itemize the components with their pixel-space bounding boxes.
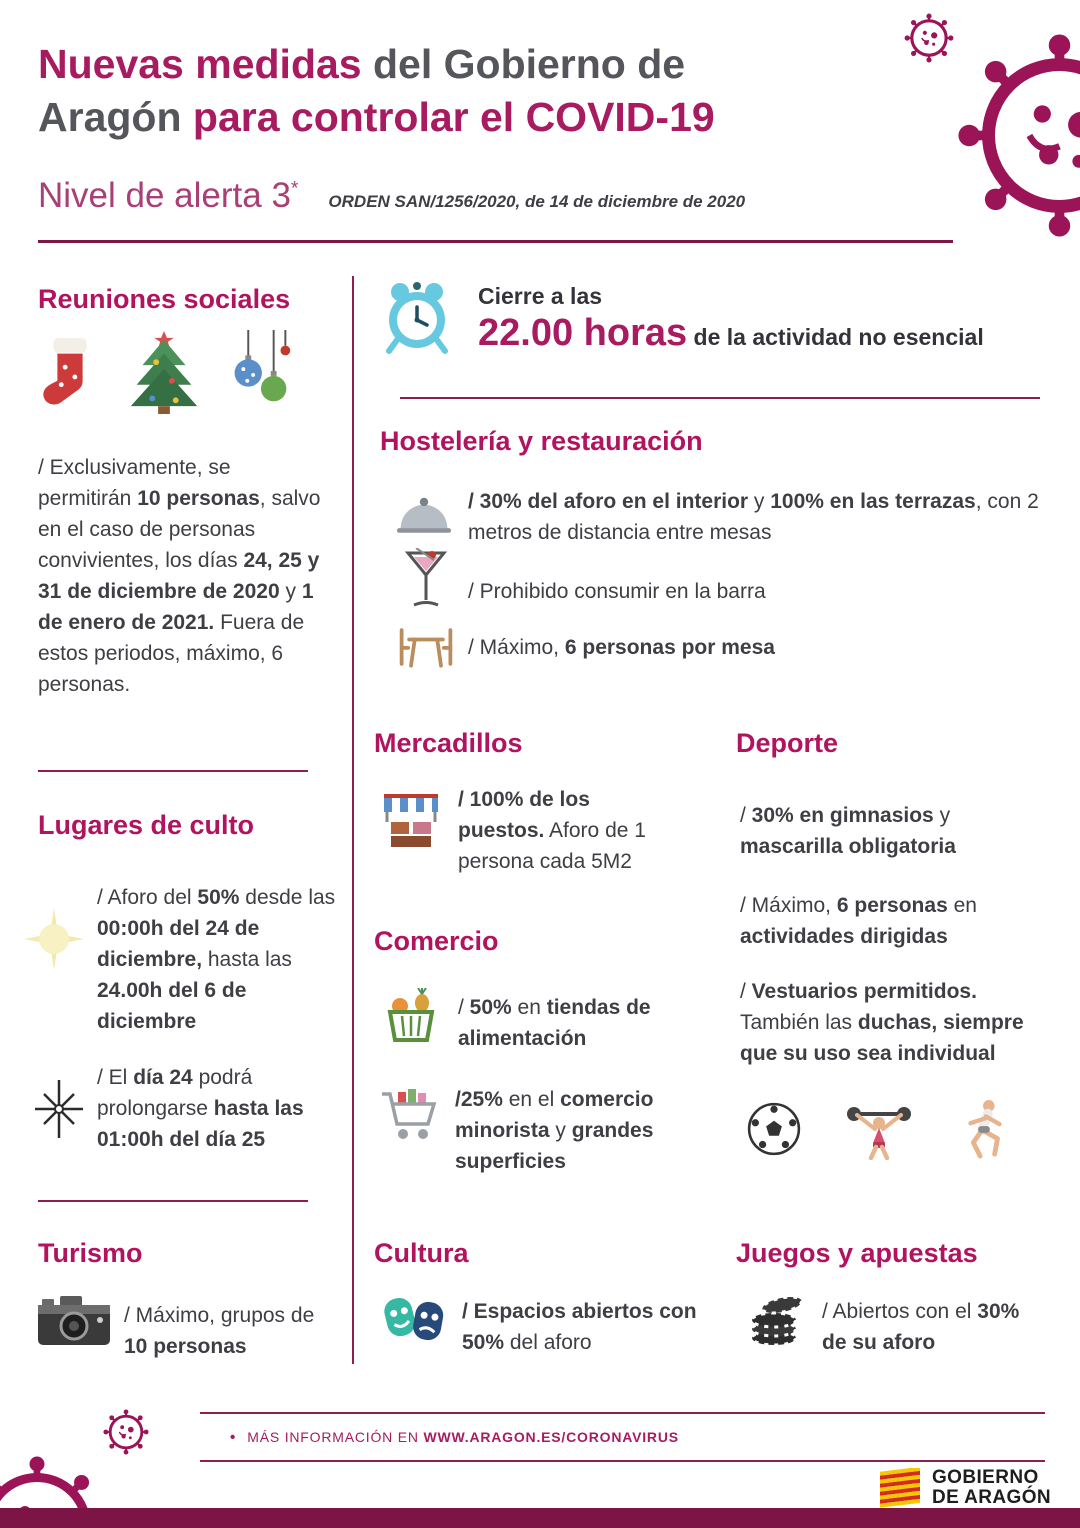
theater-masks-icon (382, 1290, 446, 1348)
closure-time: 22.00 horas (478, 312, 688, 354)
logo-text (932, 1468, 1051, 1508)
section-heading-cultura: Cultura (374, 1238, 469, 1268)
cultura-text: / Espacios abiertos con 50% del aforo (462, 1300, 697, 1354)
comercio-text-1: / 50% en tiendas de alimentación (458, 996, 651, 1050)
closure-line (478, 312, 1043, 355)
mercadillos-text: / 100% de los puestos. Aforo de 1 persona cada 5M2 (458, 788, 646, 873)
section-heading-mercadillos: Mercadillos (374, 728, 523, 758)
ornaments-icon (226, 330, 292, 414)
deporte-text-2: / Máximo, 6 personas en actividades dirigidas (740, 894, 977, 948)
grocery-basket-icon (382, 988, 440, 1046)
christmas-icons (38, 330, 292, 414)
comercio-text-2: /25% en el comercio minorista y grandes superficies (455, 1088, 654, 1173)
page-title-line1: Nuevas medidas del Gobierno de (38, 41, 686, 87)
hosteleria-text-3: / Máximo, 6 personas por mesa (468, 636, 775, 659)
virus-icon (952, 28, 1080, 243)
page-title-line2: Aragón para controlar el COVID-19 (38, 94, 715, 140)
footer-info-bar (200, 1412, 1045, 1462)
market-stall-icon (382, 792, 440, 850)
running-icon (956, 1098, 1012, 1160)
deporte-text-1: / 30% en gimnasios y mascarilla obligatoria (740, 804, 956, 858)
soccer-ball-icon (746, 1101, 802, 1157)
gobierno-aragon-logo (878, 1468, 1051, 1508)
star-icon (28, 1078, 90, 1140)
logo-line2: DE ARAGÓN (932, 1487, 1052, 1508)
section-heading-culto: Lugares de culto (38, 810, 255, 840)
sports-icons (746, 1098, 1012, 1160)
section-heading-juegos: Juegos y apuestas (736, 1238, 978, 1268)
table-chairs-icon (396, 622, 456, 670)
section-heading-comercio: Comercio (374, 926, 499, 956)
divider (38, 1200, 308, 1202)
virus-icon (903, 12, 955, 64)
alert-row (38, 176, 745, 216)
page-title (38, 38, 908, 144)
aragon-flag-icon (878, 1468, 922, 1508)
order-reference: ORDEN SAN/1256/2020, de 14 de diciembre de 2020 (328, 192, 746, 211)
shopping-cart-icon (380, 1086, 442, 1146)
divider (400, 397, 1040, 399)
section-heading-hosteleria: Hostelería y restauración (380, 426, 703, 456)
divider (38, 770, 308, 772)
cloche-icon (396, 494, 452, 538)
footer-info-text: MÁS INFORMACIÓN EN WWW.ARAGON.ES/CORONAVIRUS (247, 1429, 679, 1445)
culto-text-1: / Aforo del 50% desde las 00:00h del 24 de diciembre, hasta las 24.00h del 6 de diciembre (97, 886, 336, 1033)
reuniones-text: / Exclusivamente, se permitirán 10 personas, salvo en el caso de personas convivientes, los días 24, 25 y 31 de diciembre de 2020 y 1 de enero de 2021. Fuera de estos periodos, máximo, 6 personas. (38, 456, 321, 696)
vertical-divider (352, 276, 354, 1364)
hosteleria-text-1: / 30% del aforo en el interior y 100% en las terrazas, con 2 metros de distancia entre mesas (468, 490, 1039, 544)
alarm-clock-icon (380, 280, 454, 354)
poker-chips-icon (748, 1290, 806, 1348)
closure-block (478, 283, 1043, 355)
christmas-tree-icon (126, 330, 202, 414)
weightlifting-icon (844, 1098, 914, 1160)
turismo-text: / Máximo, grupos de 10 personas (124, 1304, 315, 1358)
alert-level: Nivel de alerta 3* (38, 176, 299, 215)
bottom-bar (0, 1508, 1080, 1528)
hosteleria-text-2: / Prohibido consumir en la barra (468, 580, 766, 603)
footer-bullet: • (230, 1428, 236, 1446)
deporte-text-3: / Vestuarios permitidos. También las duchas, siempre que su uso sea individual (740, 980, 1024, 1065)
header-rule (38, 240, 953, 243)
section-heading-turismo: Turismo (38, 1238, 143, 1268)
virus-icon (102, 1408, 150, 1456)
closure-rest: de la actividad no esencial (687, 324, 984, 350)
cocktail-icon (404, 548, 448, 610)
candle-glow-icon (16, 906, 92, 972)
stocking-icon (38, 334, 102, 414)
logo-line1: GOBIERNO (932, 1467, 1039, 1488)
juegos-text: / Abiertos con el 30% de su aforo (822, 1300, 1020, 1354)
closure-intro: Cierre a las (478, 283, 603, 309)
camera-icon (36, 1294, 112, 1348)
culto-text-2: / El día 24 podrá prolongarse hasta las 01:00h del día 25 (97, 1066, 304, 1151)
section-heading-reuniones: Reuniones sociales (38, 284, 291, 314)
section-heading-deporte: Deporte (736, 728, 839, 758)
